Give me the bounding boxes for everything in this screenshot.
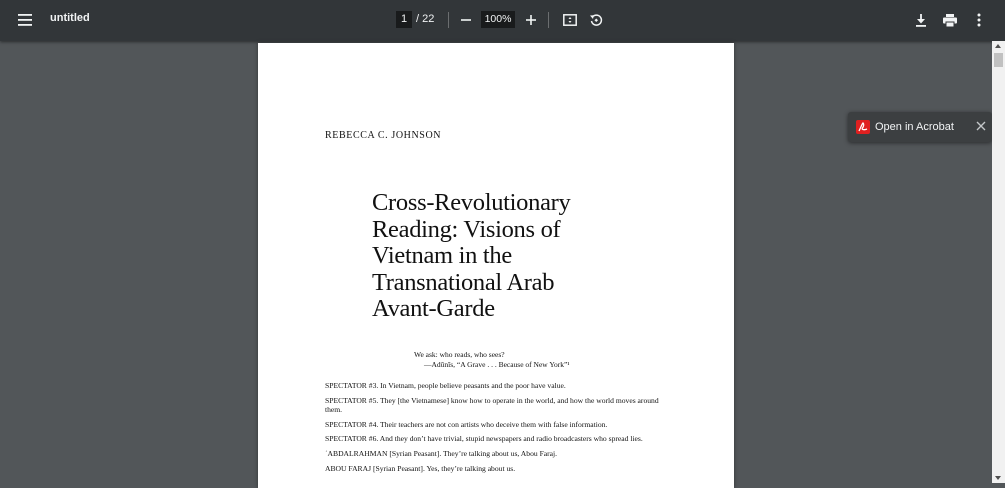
zoom-in-icon[interactable]: [518, 8, 544, 32]
download-icon[interactable]: [908, 8, 934, 32]
fit-page-icon[interactable]: [557, 8, 583, 32]
paragraph: SPECTATOR #4. Their teachers are not con artists who deceive them with false information.: [325, 419, 608, 429]
paragraph: ʿABDALRAHMAN [Syrian Peasant]. They’re talking about us, Abou Faraj.: [325, 448, 558, 458]
title-line: Cross-Revolutionary: [372, 189, 571, 216]
paragraph: SPECTATOR #6. And they don’t have trivial, stupid newspapers and radio broadcasters who spread lies.: [325, 434, 643, 444]
toolbar-divider: [448, 12, 449, 28]
vertical-scrollbar[interactable]: [992, 41, 1005, 483]
pdf-toolbar: [0, 0, 1005, 41]
page-total: / 22: [416, 13, 435, 25]
close-icon[interactable]: [975, 120, 987, 132]
zoom-level-input[interactable]: 100%: [481, 11, 515, 28]
page-number-input[interactable]: 1: [396, 11, 412, 28]
scroll-down-arrow-icon[interactable]: [995, 476, 1001, 480]
title-line: Avant-Garde: [372, 295, 495, 322]
document-title: untitled: [50, 12, 90, 24]
epigraph-attribution: —Adūnīs, “A Grave . . . Because of New York”¹: [424, 360, 570, 369]
article-title: [372, 190, 672, 323]
rotate-icon[interactable]: [583, 8, 609, 32]
pdf-page: [258, 43, 734, 488]
paragraph: SPECTATOR #5. They [the Vietnamese] know how to operate in the world, and how the world moves around them.: [325, 395, 659, 415]
scroll-up-arrow-icon[interactable]: [995, 44, 1001, 48]
paragraph: ABOU FARAJ [Syrian Peasant]. Yes, they’re talking about us.: [325, 463, 516, 473]
epigraph-quote: We ask: who reads, who sees?: [414, 350, 505, 359]
toolbar-divider: [548, 12, 549, 28]
title-line: Reading: Visions of: [372, 215, 561, 243]
paragraph: SPECTATOR #3. In Vietnam, people believe peasants and the poor have value.: [325, 381, 566, 390]
title-line: Transnational Arab: [372, 268, 555, 296]
open-in-acrobat-label[interactable]: Open in Acrobat: [875, 121, 954, 133]
acrobat-logo-icon: [856, 120, 870, 134]
open-in-acrobat-chip[interactable]: [848, 112, 992, 142]
print-icon[interactable]: [937, 8, 963, 32]
zoom-out-icon[interactable]: [453, 8, 479, 32]
body-text: [325, 381, 670, 478]
menu-icon[interactable]: [12, 8, 38, 32]
author-name: REBECCA C. JOHNSON: [325, 130, 442, 141]
scroll-thumb[interactable]: [994, 53, 1003, 67]
title-line: Vietnam in the: [372, 242, 512, 269]
more-vert-icon[interactable]: [966, 8, 992, 32]
